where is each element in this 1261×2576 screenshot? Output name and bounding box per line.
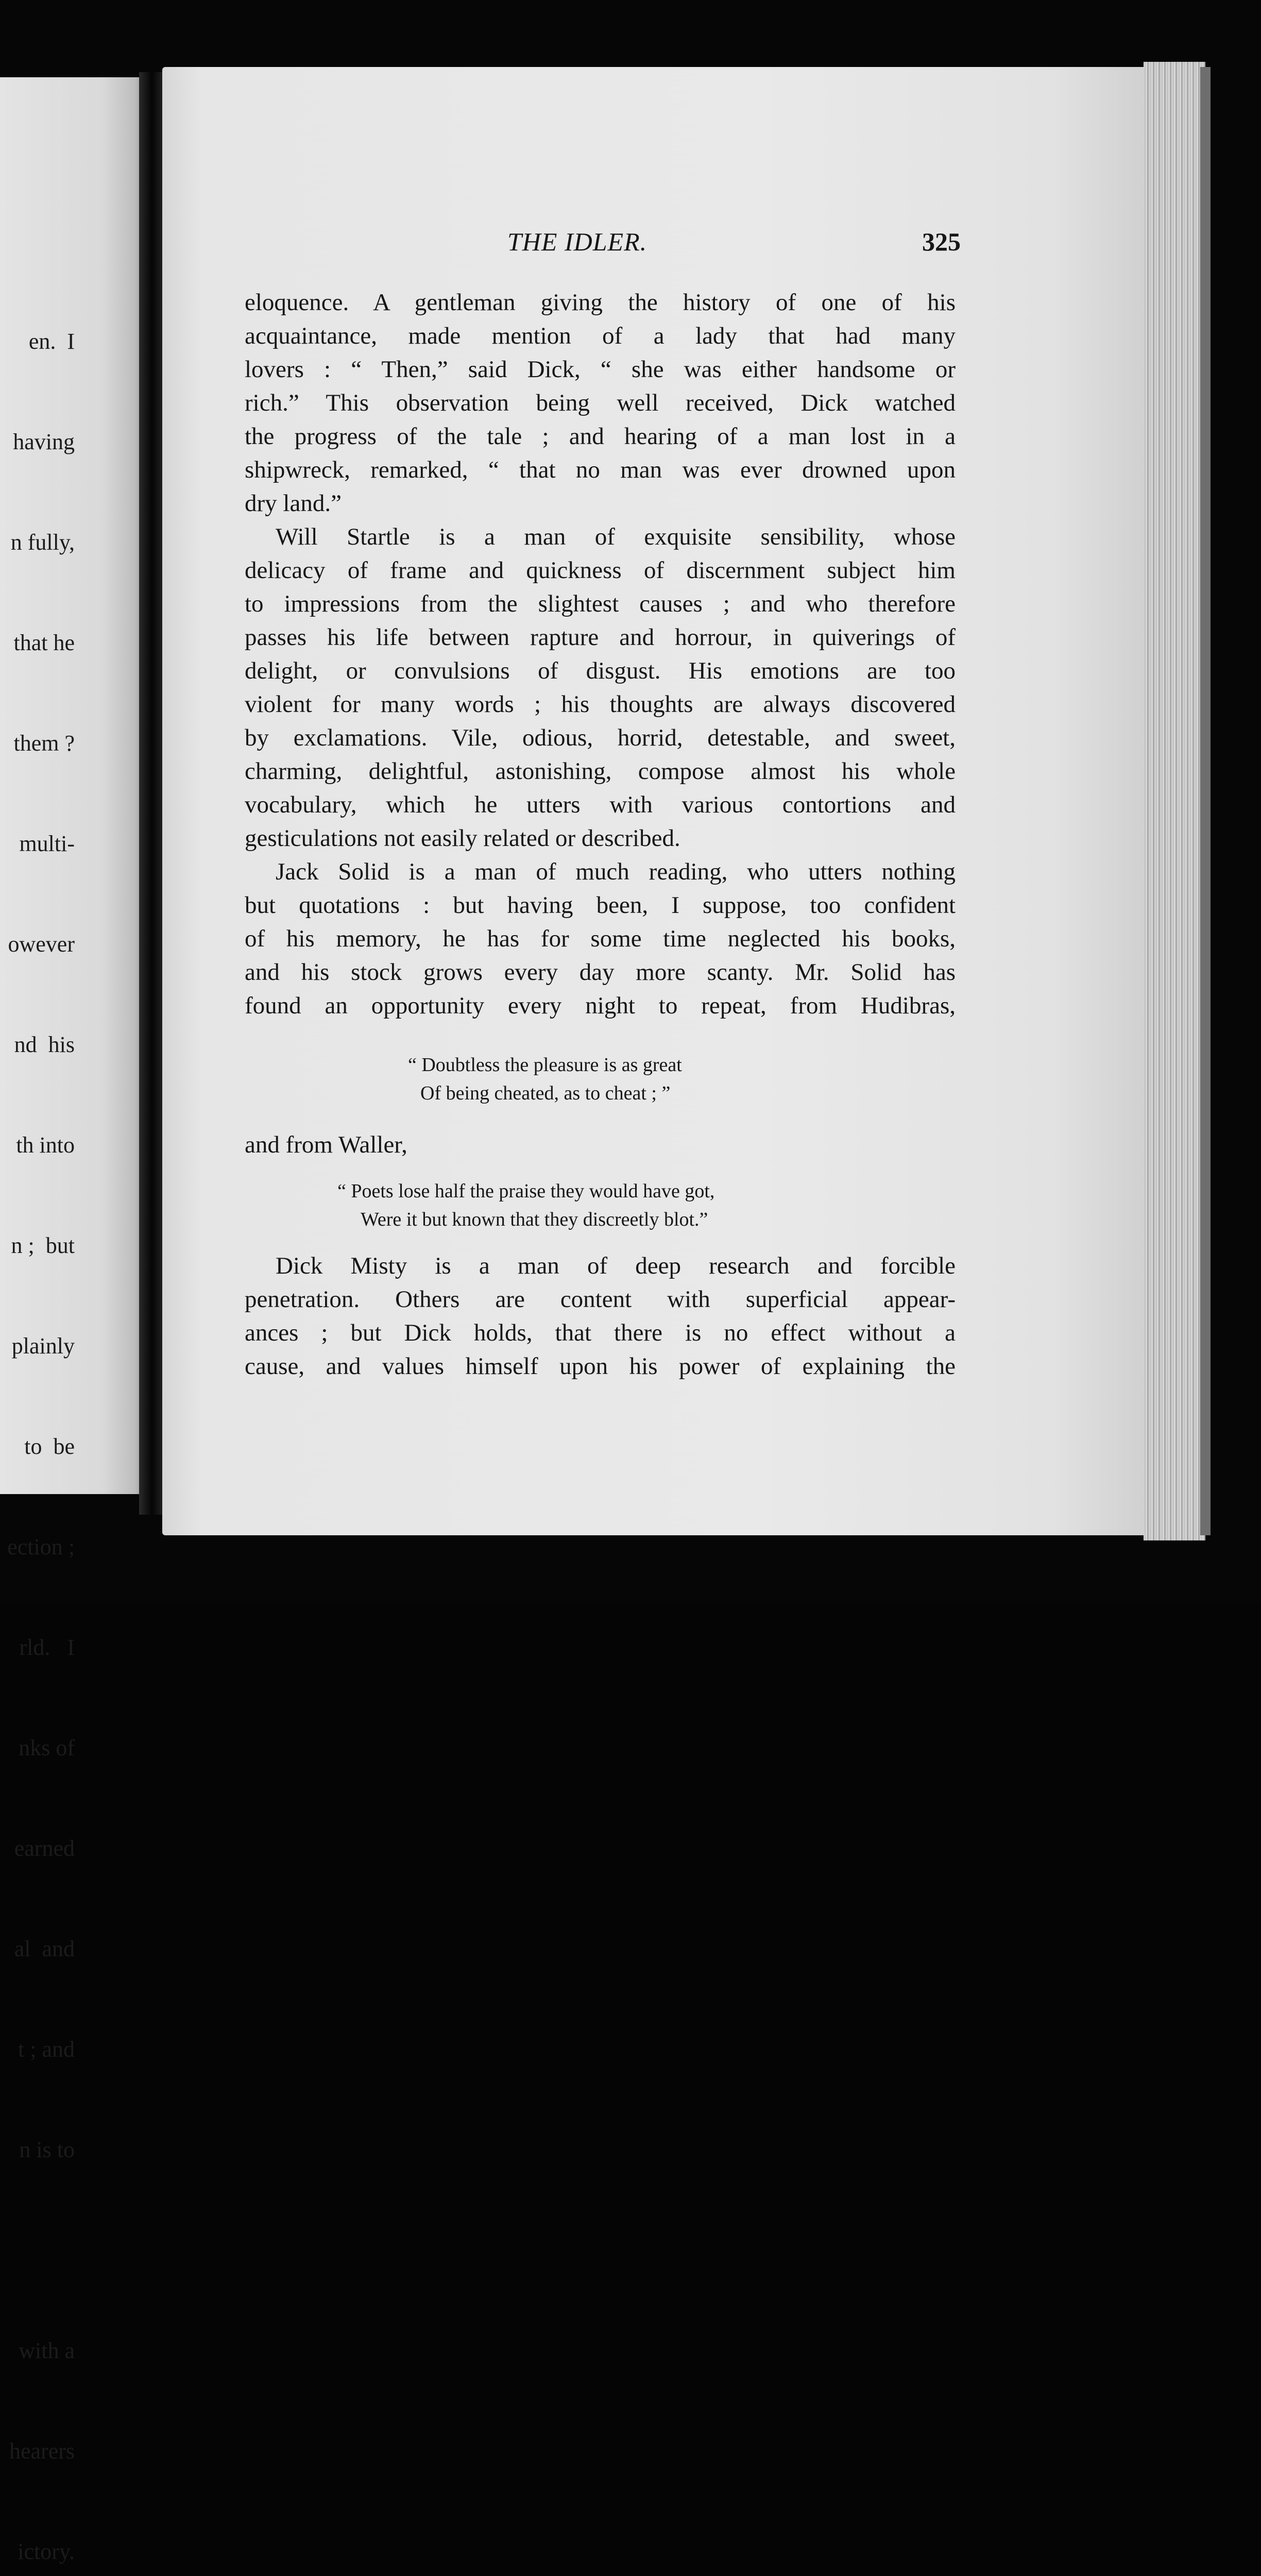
text-line: eloquence. A gentleman giving the history of one of his [245, 289, 956, 316]
left-line: t ; and [18, 2037, 75, 2062]
text-line: cause, and values himself upon his power of explaining the [245, 1353, 956, 1380]
left-line: n is to [19, 2137, 75, 2162]
verse-line: Of being cheated, as to cheat ; ” [420, 1082, 671, 1104]
left-line: th into [16, 1132, 75, 1158]
text-line: delicacy of frame and quickness of discernment subject him [245, 557, 956, 584]
text-line: and from Waller, [245, 1131, 407, 1158]
text-line: ances ; but Dick holds, that there is no effect without a [245, 1319, 956, 1346]
text-line: lovers : “ Then,” said Dick, “ she was either handsome or [245, 356, 956, 383]
text-line: Dick Misty is a man of deep research and forcible [276, 1252, 956, 1279]
text-line: the progress of the tale ; and hearing of a man lost in a [245, 423, 956, 450]
text-line: of his memory, he has for some time neglected his books, [245, 925, 956, 952]
left-page [0, 77, 147, 2564]
left-line: with a [19, 2338, 75, 2363]
verse-line: “ Doubtless the pleasure is as great [408, 1054, 682, 1076]
left-line: ection ; [7, 1534, 75, 1560]
text-line: dry land.” [245, 490, 342, 517]
left-line: rld. I [19, 1635, 75, 1660]
text-line: and his stock grows every day more scanty. Mr. Solid has [245, 959, 956, 986]
left-line: hearers [9, 2438, 75, 2464]
left-line: plainly [11, 1333, 75, 1359]
left-line: earned [14, 1836, 75, 1861]
left-line: nks of [19, 1735, 75, 1760]
left-line: n ; but [11, 1233, 75, 1258]
left-page-text [0, 258, 75, 2576]
left-line: multi- [19, 831, 75, 856]
text-line: by exclamations. Vile, odious, horrid, detestable, and sweet, [245, 724, 956, 751]
left-line: that he [13, 630, 75, 655]
text-line: passes his life between rapture and horrour, in quiverings of [245, 624, 956, 651]
text-line: penetration. Others are content with superficial appear- [245, 1286, 956, 1313]
text-line: acquaintance, made mention of a lady that had many [245, 323, 956, 349]
text-line: charming, delightful, astonishing, compose almost his whole [245, 758, 956, 785]
verse-line: “ Poets lose half the praise they would have got, [337, 1180, 715, 1202]
left-line: al and [14, 1936, 75, 1961]
left-line: them ? [13, 731, 75, 756]
page-edges [1144, 62, 1205, 1540]
left-line: having [13, 429, 75, 454]
left-line: en. I [28, 329, 75, 354]
text-line: Jack Solid is a man of much reading, who utters nothing [276, 858, 956, 885]
left-line: nd his [14, 1032, 75, 1057]
text-line: to impressions from the slightest causes ; and who therefore [245, 590, 956, 617]
book-gutter [139, 72, 165, 1515]
verse-line: Were it but known that they discreetly blot.” [361, 1209, 708, 1230]
page-number: 325 [922, 227, 961, 256]
left-line: to be [24, 1434, 75, 1459]
text-line: vocabulary, which he utters with various contortions and [245, 791, 956, 818]
verse-hudibras [408, 1051, 682, 1108]
left-line [0, 2233, 75, 2267]
text-line: found an opportunity every night to repeat, from Hudibras, [245, 992, 956, 1019]
body-text-bottom [245, 1249, 956, 1383]
text-line: shipwreck, remarked, “ that no man was ever drowned upon [245, 456, 956, 483]
text-line: but quotations : but having been, I suppose, too confident [245, 892, 956, 919]
text-line: delight, or convulsions of disgust. His emotions are too [245, 657, 956, 684]
verse-waller [337, 1177, 714, 1234]
running-head: THE IDLER. [507, 227, 647, 256]
left-line: n fully, [10, 530, 75, 555]
text-line: Will Startle is a man of exquisite sensibility, whose [276, 523, 956, 550]
cover-edge [1200, 67, 1211, 1535]
text-line: gesticulations not easily related or described. [245, 825, 680, 852]
left-line: owever [8, 931, 75, 957]
text-line: rich.” This observation being well received, Dick watched [245, 389, 956, 416]
left-line: ictory. [18, 2539, 75, 2564]
text-line: violent for many words ; his thoughts are always discovered [245, 691, 956, 718]
body-text-top [245, 286, 956, 1023]
